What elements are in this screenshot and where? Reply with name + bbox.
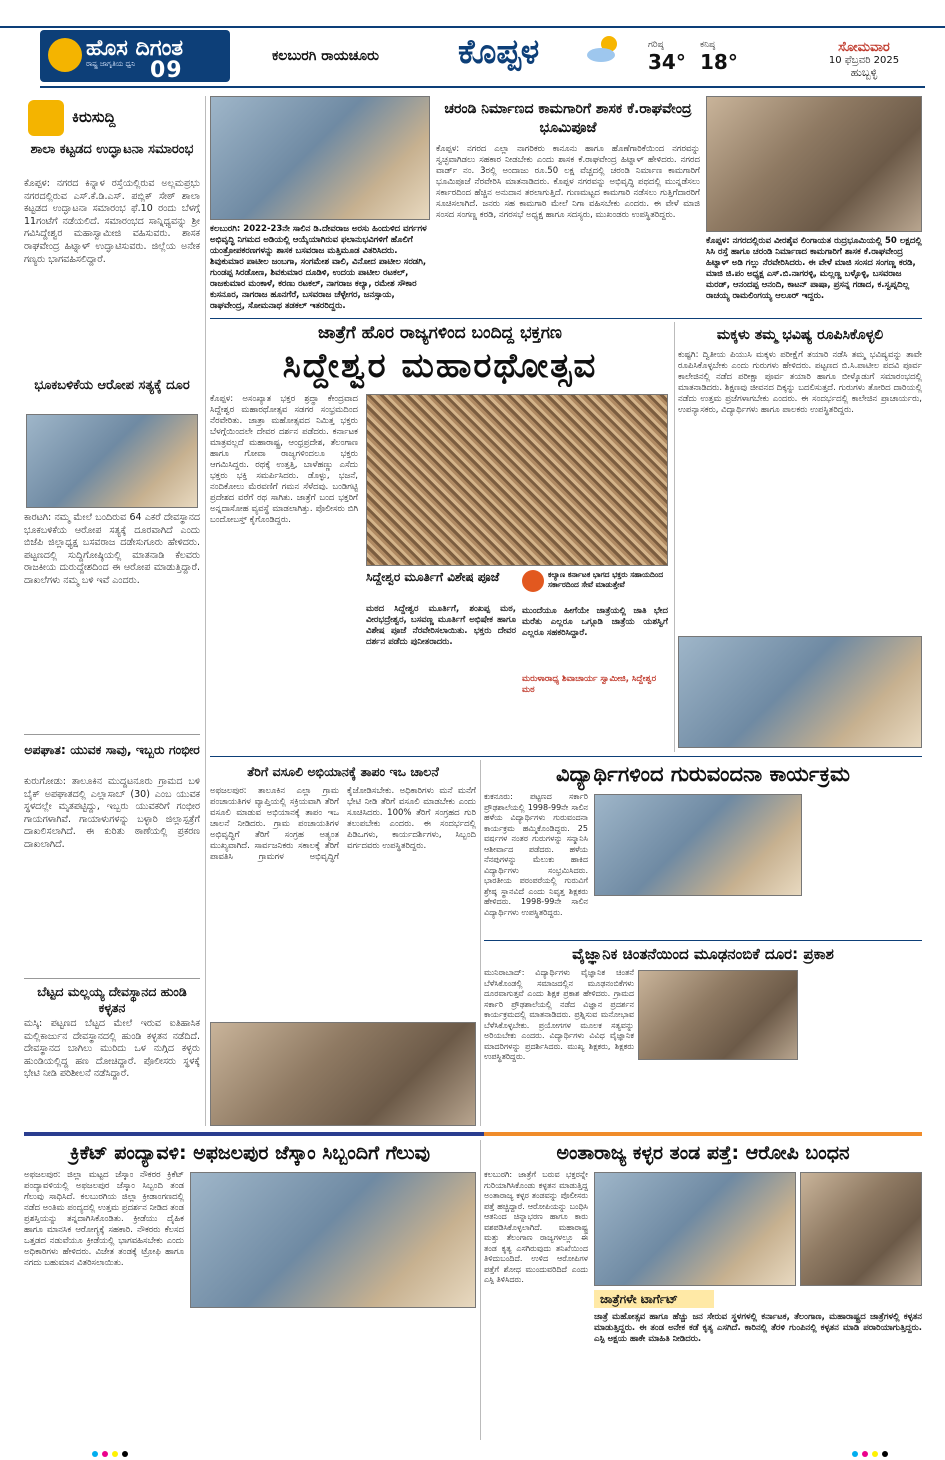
story-body: ಕಲಬುರಗಿ: ಜಾತ್ರೆಗೆ ಬರುವ ಭಕ್ತರನ್ನೇ ಗುರಿಯಾಗಿಸಿಕೊಂಡು ಕಳ್ಳತನ ಮಾಡುತ್ತಿದ್ದ ಅಂತಾರಾಜ್ಯ ಕಳ್ಳರ ತಂಡವನ್ನು ಪೊಲೀಸರು ಪತ್ತೆ ಹಚ್ಚಿದ್ದಾರೆ. ಆರೋಪಿಯನ್ನು ಬಂಧಿಸಿ ಆತನಿಂದ ಚಿನ್ನಾಭರಣ ಹಾಗೂ ಕಾರು ವಶಪಡಿಸಿಕೊಳ್ಳಲಾಗಿದೆ. ಮಹಾರಾಷ್ಟ್ರ ಮತ್ತು ತೆಲಂಗಾಣ ರಾಜ್ಯಗಳಲ್ಲೂ ಈ ತಂಡ ಕೃತ್ಯ ಎಸಗಿರುವುದು ತನಿಖೆಯಿಂದ ತಿಳಿದುಬಂದಿದೆ. ಉಳಿದ ಆರೋಪಿಗಳ ಪತ್ತೆಗೆ ಶೋಧ ಮುಂದುವರಿದಿದೆ ಎಂದು ಎಸ್ಪಿ ತಿಳಿಸಿದರು. [484, 1170, 588, 1284]
story-photo [706, 96, 922, 232]
story-headline: ಸಿದ್ದೇಶ್ವರ ಮಹಾರಥೋತ್ಸವ [282, 346, 598, 386]
logo-emblem-icon [48, 38, 82, 72]
story-kicker: ಜಾತ್ರೆಗೆ ಹೊರ ರಾಜ್ಯಗಳಿಂದ ಬಂದಿದ್ದ ಭಕ್ತಗಣ [318, 323, 562, 343]
target-box-body: ಜಾತ್ರೆ ಮಹೋತ್ಸವ ಹಾಗೂ ಹೆಚ್ಚು ಜನ ಸೇರುವ ಸ್ಥಳಗಳಲ್ಲಿ ಕರ್ನಾಟಕ, ತೆಲಂಗಾಣ, ಮಹಾರಾಷ್ಟ್ರದ ಜಾತ್ರೆಗಳಲ್ಲಿ ಕಳ್ಳತನ ಮಾಡುತ್ತಿದ್ದರು. ಈ ತಂಡ ಅನೇಕ ಕಡೆ ಕೃತ್ಯ ಎಸಗಿದೆ. ಕಾರಿನಲ್ಲಿ ತೆರಳಿ ಗುಂಪಿನಲ್ಲಿ ಕಳ್ಳತನ ಮಾಡಿ ಪರಾರಿಯಾಗುತ್ತಿದ್ದರು. ಎಸ್ಪಿ ಅಕ್ಷಯ ಹಾಕೇ ಮಾಹಿತಿ ನೀಡಿದರು. [594, 1312, 922, 1344]
story-headline: ತೆರಿಗೆ ವಸೂಲಿ ಅಭಿಯಾನಕ್ಕೆ ತಾಪಂ ಇಒ ಚಾಲನೆ [247, 764, 439, 779]
story-headline: ಅಂತಾರಾಜ್ಯ ಕಳ್ಳರ ತಂಡ ಪತ್ತೆ: ಆರೋಪಿ ಬಂಧನ [556, 1142, 850, 1164]
story-body: ಕುಷ್ಟಗಿ: ದ್ವಿತೀಯ ಪಿಯುಸಿ ಮಕ್ಕಳು ಪರೀಕ್ಷೆಗೆ ತಯಾರಿ ನಡೆಸಿ ತಮ್ಮ ಭವಿಷ್ಯವನ್ನು ತಾವೇ ರೂಪಿಸಿಕೊಳ್ಳಬೇಕು ಎಂದು ಗುರುಗಳು ಹೇಳಿದರು. ಪಟ್ಟಣದ ಬಿ.ಸಿ.ಪಾಟೀಲ ಪದವಿ ಪೂರ್ವ ಕಾಲೇಜಿನಲ್ಲಿ ನಡೆದ ಪರೀಕ್ಷಾ ಪೂರ್ವ ತಯಾರಿ ಹಾಗೂ ಬೀಳ್ಕೊಡುಗೆ ಸಮಾರಂಭದಲ್ಲಿ ಮಾತನಾಡಿದರು. ಶಿಕ್ಷಣವು ಜೀವನದ ದಿಕ್ಕನ್ನು ಬದಲಿಸುತ್ತದೆ. ಗುರುಗಳು ತೋರಿದ ದಾರಿಯಲ್ಲಿ ನಡೆದು ಉತ್ತಮ ಪ್ರಜೆಗಳಾಗಬೇಕು ಎಂದರು. ಈ ಸಂದರ್ಭದಲ್ಲಿ ಕಾಲೇಜಿನ ಪ್ರಾಚಾರ್ಯರು, ಉಪನ್ಯಾಸಕರು, ವಿದ್ಯಾರ್ಥಿಗಳು ಹಾಗೂ ಪಾಲಕರು ಉಪಸ್ಥಿತರಿದ್ದರು. [678, 350, 922, 415]
temp-min-label: ಕನಿಷ್ಠ [700, 40, 716, 50]
registration-marks [90, 1444, 150, 1454]
photo-caption: ಕಲಬುರಗಿ: 2022-23ನೇ ಸಾಲಿನ ಡಿ.ದೇವರಾಜ ಅರಸು ಹಿಂದುಳಿದ ವರ್ಗಗಳ ಅಭಿವೃದ್ಧಿ ನಿಗಮದ ಅಡಿಯಲ್ಲಿ ಆಯ್ಕೆಯಾಗಿರುವ ಫಲಾನುಭವಿಗಳಿಗೆ ಹೊಲಿಗೆ ಯಂತ್ರೋಪಕರಣಗಳನ್ನು ಶಾಸಕ ಬಸವರಾಜ ಮತ್ತಿಮೂಡ ವಿತರಿಸಿದರು. ಶಿವುಕುಮಾರ ಪಾಟೀಲ ಜಂಬಗಾ, ಸಂಗಮೇಶ ವಾಲಿ, ವಿನೋದ ಪಾಟೀಲ ಸರಡಗಿ, ಗುಂಡಪ್ಪ ಸಿರಡೋಣ, ಶಿವಕುಮಾರ ದೂಡಿಳಿ, ಉದಯ ಪಾಟೀಲ ರಟಕಲ್, ರಾಜಕುಮಾರ ಮಂಕಾಳೆ, ಕರಣು ರಟಕಲ್, ನಾಗರಾಜ ಕಲ್ಯಾ, ರಮೇಶ ಸೌಕಾರ ಕುಸನೂರ, ನಾಗರಾಜ ಹೂನಗೆರೆ, ಬಸವರಾಜ ಚೆಳ್ಳೇಗರ, ಜನಸ್ಸಾಯ, ರಾಘವೇಂದ್ರ, ಸೋಮನಾಥ ತಡಕಲ್ ಇತರರಿದ್ದರು. [210, 224, 427, 311]
story-vaijnanika [484, 944, 922, 1126]
weekday: ಸೋಮವಾರ [838, 40, 890, 55]
brief-2-title: ಭೂಕಬಳಿಕೆಯ ಆರೋಪ ಸತ್ಯಕ್ಕೆ ದೂರ [34, 378, 190, 393]
masthead [0, 0, 945, 92]
edition-cities: ಕಲಬುರಗಿ ರಾಯಚೂರು [272, 48, 379, 64]
kirusuddi-column [24, 96, 202, 1126]
edition-main-city: ಕೊಪ್ಪಳ [458, 32, 540, 72]
temp-max-label: ಗರಿಷ್ಠ [648, 40, 664, 50]
story-cricket [24, 1140, 476, 1440]
column-rule [674, 322, 675, 752]
divider [24, 978, 200, 979]
story-headline: ಕ್ರಿಕೆಟ್ ಪಂದ್ಯಾವಳಿ: ಅಫಜಲಪುರ ಜೆಸ್ಕಾಂ ಸಿಬ್ಬಂದಿಗೆ ಗೆಲುವು [70, 1142, 430, 1164]
temp-max-value: 34° [648, 50, 686, 74]
story-photo [210, 1022, 476, 1126]
story-bhoomipooje [436, 96, 700, 314]
photo-caption: ಕೊಪ್ಪಳ: ನಗರದಲ್ಲಿರುವ ವೀರಶೈವ ಲಿಂಗಾಯತ ರುದ್ರಭೂಮಿಯಲ್ಲಿ 50 ಲಕ್ಷದಲ್ಲಿ ಸಿಸಿ ರಸ್ತೆ ಹಾಗೂ ಚರಂಡಿ ನಿರ್ಮಾಣದ ಕಾಮಗಾರಿಗೆ ಶಾಸಕ ಕೆ.ರಾಘವೇಂದ್ರ ಹಿಟ್ನಾಳ್ ಅಡಿ ಗಲ್ಲು ನೆರವೇರಿಸಿದರು. ಈ ವೇಳೆ ಮಾಜಿ ಸಂಸದ ಸಂಗಣ್ಣ ಕರಡಿ, ಮಾಜಿ ಜಿ.ಪಂ ಅಧ್ಯಕ್ಷ ಎಸ್.ಬಿ.ನಾಗರಳ್ಳಿ, ಮಲ್ಲಣ್ಣ ಬಳ್ಳೊಳ್ಳಿ, ಬಸವರಾಜ ಮರಡ್, ಆನಂದಪ್ಪ ಆನಂದಿ, ಕಾಟನ್ ಪಾಷಾ, ಪ್ರಸನ್ನ ಗಡಾದ, ಕ.ಸ್ವಪ್ನದಿಲ್ಲ ರಾಚಯ್ಯ ರಾಮಲಿಂಗಯ್ಯ ಆಲೂರ್ ಇದ್ದರು. [706, 236, 922, 301]
pull-quote-box [522, 570, 668, 752]
date-box [804, 40, 924, 80]
story-guruvandana [484, 760, 922, 938]
issue-date: 10 ಫೆಬ್ರವರಿ 2025 [828, 55, 900, 66]
brief-2-body: ಕಾರಟಗಿ: ನಮ್ಮ ಮೇಲೆ ಬಂದಿರುವ 64 ಎಕರೆ ದೇವಸ್ಥಾನದ ಭೂಕಬಳಿಕೆಯ ಆರೋಪ ಸತ್ಯಕ್ಕೆ ದೂರವಾಗಿದೆ ಎಂದು ಬಿಜೆಪಿ ಜಿಲ್ಲಾಧ್ಯಕ್ಷ ಬಸವರಾಜ ದಡೇಸುಗೂರು ಹೇಳಿದರು. ಪಟ್ಟಣದಲ್ಲಿ ಸುದ್ದಿಗೋಷ್ಠಿಯಲ್ಲಿ ಮಾತನಾಡಿ ಕೆಲವರು ರಾಜಕೀಯ ದುರುದ್ದೇಶದಿಂದ ಈ ಆರೋಪ ಮಾಡುತ್ತಿದ್ದಾರೆ. ದಾಖಲೆಗಳು ನಮ್ಮ ಬಳಿ ಇವೆ ಎಂದರು. [24, 512, 200, 586]
quote-attribution: ಮರುಳಾರಾಧ್ಯ ಶಿವಾಚಾರ್ಯ ಸ್ವಾಮೀಜಿ, ಸಿದ್ದೇಶ್ವರ ಮಠ [522, 674, 657, 695]
newspaper-logo [40, 30, 230, 82]
column-rule [480, 1140, 481, 1440]
story-body: ಕೊಪ್ಪಳ: ಅಸಂಖ್ಯಾತ ಭಕ್ತರ ಶ್ರದ್ಧಾ ಕೇಂದ್ರವಾದ ಸಿದ್ದೇಶ್ವರ ಮಹಾರಥೋತ್ಸವ ಸಡಗರ ಸಂಭ್ರಮದಿಂದ ನೆರವೇರಿತು. ಜಾತ್ರಾ ಮಹೋತ್ಸವದ ನಿಮಿತ್ತ ಭಕ್ತರು ಬೆಳಗ್ಗೆಯಿಂದಲೇ ದೇವರ ದರ್ಶನ ಪಡೆದರು. ಕರ್ನಾಟಕ ಮಾತ್ರವಲ್ಲದೆ ಮಹಾರಾಷ್ಟ್ರ, ಆಂಧ್ರಪ್ರದೇಶ, ತೆಲಂಗಾಣ ಹಾಗೂ ಗೋವಾ ರಾಜ್ಯಗಳಿಂದಲೂ ಭಕ್ತರು ಆಗಮಿಸಿದ್ದರು. ರಥಕ್ಕೆ ಉತ್ತತ್ತಿ, ಬಾಳೆಹಣ್ಣು ಎಸೆದು ಭಕ್ತರು ಭಕ್ತಿ ಸಮರ್ಪಿಸಿದರು. ಡೊಳ್ಳು, ಭಜನೆ, ನಂದಿಕೋಲು ಮೆರವಣಿಗೆ ಗಮನ ಸೆಳೆದವು. ಬಂಡಿಗಟ್ಟಿ ಪ್ರದೇಶದ ವರೆಗೆ ರಥ ಸಾಗಿತು. ಜಾತ್ರೆಗೆ ಬಂದ ಭಕ್ತರಿಗೆ ಅನ್ನದಾಸೋಹ ವ್ಯವಸ್ಥೆ ಮಾಡಲಾಗಿತ್ತು. ಪೊಲೀಸರು ಬಿಗಿ ಬಂದೋಬಸ್ತ್ ಕೈಗೊಂಡಿದ್ದರು. [210, 394, 358, 525]
column-rule [205, 96, 206, 1126]
logo-tagline: ರಾಷ್ಟ್ರ ಜಾಗೃತಿಯ ಧ್ವನಿ [86, 60, 136, 68]
puja-caption-body: ಮಠದ ಸಿದ್ದೇಶ್ವರ ಮೂರ್ತಿಗೆ, ಶಂಖಪ್ಪ ಮಠ, ವೀರಭದ್ರೇಶ್ವರ, ಬಸವಣ್ಣ ಮೂರ್ತಿಗೆ ಅಭಿಷೇಕ ಹಾಗೂ ವಿಶೇಷ ಪೂಜೆ ನೆರವೇರಿಸಲಾಯಿತು. ಭಕ್ತರು ದೇವರ ದರ್ಶನ ಪಡೆದು ಪುನೀತರಾದರು. [366, 604, 516, 647]
logo-text: ಹೊಸ ದಿಗಂತ [86, 36, 184, 61]
temp-min [700, 40, 738, 74]
registration-marks [850, 1444, 910, 1454]
story-headline: ವೈಜ್ಞಾನಿಕ ಚಿಂತನೆಯಿಂದ ಮೂಢನಂಬಿಕೆ ದೂರ: ಪ್ರಕಾಶ [572, 945, 834, 963]
story-headline: ವಿದ್ಯಾರ್ಥಿಗಳಿಂದ ಗುರುವಂದನಾ ಕಾರ್ಯಕ್ರಮ [556, 762, 850, 786]
column-rule [480, 760, 481, 1126]
story-rathotsava [210, 322, 670, 752]
story-photo [210, 96, 430, 220]
kirusuddi-header [28, 100, 188, 136]
brief-1-body: ಕೊಪ್ಪಳ: ನಗರದ ಕಿನ್ನಾಳ ರಸ್ತೆಯಲ್ಲಿರುವ ಅಲ್ಲಮಪ್ರಭು ನಗರದಲ್ಲಿರುವ ಎಸ್.ಕೆ.ಡಿ.ಎಸ್. ಪಬ್ಲಿಕ್ ಸೇಠ್ ಶಾಲಾ ಕಟ್ಟಡದ ಉದ್ಘಾಟನಾ ಸಮಾರಂಭ ಫೆ.10 ರಂದು ಬೆಳಗ್ಗೆ 11ಗಂಟೆಗೆ ನಡೆಯಲಿದೆ. ಸಮಾರಂಭದ ಸಾನ್ನಿಧ್ಯವನ್ನು ಶ್ರೀ ಗವಿಸಿದ್ದೇಶ್ವರ ಮಹಾಸ್ವಾಮೀಜಿ ವಹಿಸುವರು. ಶಾಸಕ ರಾಘವೇಂದ್ರ ಹಿಟ್ನಾಳ್ ಉದ್ಘಾಟಿಸುವರು. ಜಿಲ್ಲೆಯ ಅನೇಕ ಗಣ್ಯರು ಭಾಗವಹಿಸಲಿದ್ದಾರೆ. [24, 178, 200, 265]
hand-point-icon [28, 100, 64, 136]
edition-bar [240, 32, 710, 72]
section-band-left [24, 1132, 484, 1136]
brief-3-title: ಅಪಘಾತ: ಯುವಕ ಸಾವು, ಇಬ್ಬರು ಗಂಭೀರ [24, 742, 200, 757]
brief-3-body: ಕುರುಗೋಡು: ತಾಲೂಕಿನ ಮುದ್ದಟನೂರು ಗ್ರಾಮದ ಬಳಿ ಬೈಕ್ ಅಪಘಾತದಲ್ಲಿ ಎಲ್ಲಾಸಾಬ್ (30) ಎಂಬ ಯುವಕ ಸ್ಥಳದಲ್ಲೇ ಮೃತಪಟ್ಟಿದ್ದು, ಇಬ್ಬರು ಯುವಕರಿಗೆ ಗಂಭೀರ ಗಾಯಗಳಾಗಿವೆ. ಗಾಯಾಳುಗಳನ್ನು ಬಳ್ಳಾರಿ ಜಿಲ್ಲಾಸ್ಪತ್ರೆಗೆ ದಾಖಲಿಸಲಾಗಿದೆ. ಈ ಕುರಿತು ಠಾಣೆಯಲ್ಲಿ ಪ್ರಕರಣ ದಾಖಲಾಗಿದೆ. [24, 776, 200, 850]
cmyk-dots-icon [850, 1449, 910, 1459]
masthead-rule [0, 26, 945, 28]
chariot-photo [366, 394, 668, 566]
header-bottom-rule [40, 86, 925, 88]
cmyk-dots-icon [90, 1449, 150, 1459]
brief-4-title: ಬೆಟ್ಟದ ಮಲ್ಲಯ್ಯ ದೇವಸ್ಥಾನದ ಹುಂಡಿ ಕಳ್ಳತನ [37, 984, 187, 1015]
issue-city: ಹುಬ್ಬಳ್ಳಿ [850, 66, 878, 79]
quote-head: ಕಲ್ಯಾಣ ಕರ್ನಾಟಕ ಭಾಗದ ಭಕ್ತರು ಸಹಾಯದಿಂದ ಸರ್ಕಾರದಿಂದ ಸೇವೆ ಮಾಡುತ್ತೇವೆ [548, 570, 664, 589]
page-number: 09 [150, 58, 183, 83]
brief-1-title: ಶಾಲಾ ಕಟ್ಟಡದ ಉದ್ಘಾಟನಾ ಸಮಾರಂಭ [30, 142, 194, 157]
car-photo [800, 1172, 922, 1286]
section-rule [484, 940, 922, 941]
story-makkalu [678, 322, 922, 752]
police-photo [594, 1172, 796, 1286]
quote-text: ಮುಂದೆಯೂ ಹೀಗೆಯೇ ಜಾತ್ರೆಯಲ್ಲಿ ಜಾತಿ ಭೇದ ಮರೆತು ಎಲ್ಲರೂ ಒಗ್ಗೂಡಿ ಜಾತ್ರೆಯ ಯಶಸ್ವಿಗೆ ಎಲ್ಲರೂ ಸಹಕರಿಸಿದ್ದಾರೆ. [522, 606, 668, 638]
quote-mark-icon [522, 570, 544, 592]
section-band-right [484, 1132, 922, 1136]
story-sewing-machines [210, 96, 432, 316]
divider [24, 734, 200, 735]
story-body: ಕುಕನೂರು: ಪಟ್ಟಣದ ಸರ್ಕಾರಿ ಪ್ರೌಢಶಾಲೆಯಲ್ಲಿ 1998-99ನೇ ಸಾಲಿನ ಹಳೆಯ ವಿದ್ಯಾರ್ಥಿಗಳು ಗುರುವಂದನಾ ಕಾರ್ಯಕ್ರಮ ಹಮ್ಮಿಕೊಂಡಿದ್ದರು. 25 ವರ್ಷಗಳ ನಂತರ ಗುರುಗಳನ್ನು ಸನ್ಮಾನಿಸಿ ಆಶೀರ್ವಾದ ಪಡೆದರು. ಹಳೆಯ ನೆನಪುಗಳನ್ನು ಮೆಲುಕು ಹಾಕಿದ ವಿದ್ಯಾರ್ಥಿಗಳು ಸಂಭ್ರಮಿಸಿದರು. ಭಾರತೀಯ ಪರಂಪರೆಯಲ್ಲಿ ಗುರುವಿಗೆ ಶ್ರೇಷ್ಠ ಸ್ಥಾನವಿದೆ ಎಂದು ನಿವೃತ್ತ ಶಿಕ್ಷಕರು ಹೇಳಿದರು. 1998-99ನೇ ಸಾಲಿನ ವಿದ್ಯಾರ್ಥಿಗಳು ಉಪಸ್ಥಿತರಿದ್ದರು. [484, 792, 588, 917]
story-body: ಕೊಪ್ಪಳ: ನಗರದ ಎಲ್ಲಾ ನಾಗರಿಕರು ಕಾನೂನು ಹಾಗೂ ಹೊಣೆಗಾರಿಕೆಯಿಂದ ನಗರವನ್ನು ಸ್ವಚ್ಛವಾಗಿಡಲು ಸಹಕಾರ ನೀಡಬೇಕು ಎಂದು ಶಾಸಕ ಕೆ.ರಾಘವೇಂದ್ರ ಹಿಟ್ನಾಳ್ ಹೇಳಿದರು. ನಗರದ ವಾರ್ಡ್ ನಂ. 3ರಲ್ಲಿ ಅಂದಾಜು ರೂ.50 ಲಕ್ಷ ವೆಚ್ಚದಲ್ಲಿ ಚರಂಡಿ ನಿರ್ಮಾಣ ಕಾಮಗಾರಿಗೆ ಭೂಮಿಪೂಜೆ ನೆರವೇರಿಸಿ ಮಾತನಾಡಿದರು. ಕೊಪ್ಪಳ ನಗರವನ್ನು ಅಭಿವೃದ್ಧಿ ಪಥದಲ್ಲಿ ಮುನ್ನಡೆಸಲು ಸರ್ಕಾರದಿಂದ ಹೆಚ್ಚಿನ ಅನುದಾನ ತರಲಾಗುತ್ತಿದೆ. ಗುಣಮಟ್ಟದ ಕಾಮಗಾರಿ ನಡೆಸಲು ಗುತ್ತಿಗೆದಾರರಿಗೆ ಸೂಚಿಸಲಾಗಿದೆ. ಜನರು ಸಹ ಕಾಮಗಾರಿ ಮೇಲೆ ನಿಗಾ ವಹಿಸಬೇಕು ಎಂದರು. ಈ ವೇಳೆ ಮಾಜಿ ಸಂಸದ ಸಂಗಣ್ಣ ಕರಡಿ, ನಗರಸಭೆ ಅಧ್ಯಕ್ಷ ಹಾಗೂ ಸದಸ್ಯರು, ಮುಖಂಡರು ಉಪಸ್ಥಿತರಿದ್ದರು. [436, 144, 700, 220]
puja-caption-head: ಸಿದ್ದೇಶ್ವರ ಮೂರ್ತಿಗೆ ವಿಶೇಷ ಪೂಜೆ [366, 570, 500, 584]
story-body: ಅಫಜಲಪುರ: ತಾಲೂಕಿನ ಎಲ್ಲಾ ಗ್ರಾಮ ಪಂಚಾಯತಿಗಳ ವ್ಯಾಪ್ತಿಯಲ್ಲಿ ಸಕ್ರಿಯವಾಗಿ ತೆರಿಗೆ ವಸೂಲಿ ಮಾಡುವ ಅಭಿಯಾನಕ್ಕೆ ತಾಪಂ ಇಒ ಚಾಲನೆ ನೀಡಿದರು. ಗ್ರಾಮ ಪಂಚಾಯತಿಗಳ ಅಭಿವೃದ್ಧಿಗೆ ತೆರಿಗೆ ಸಂಗ್ರಹ ಅತ್ಯಂತ ಮುಖ್ಯವಾಗಿದೆ. ಸಾರ್ವಜನಿಕರು ಸಕಾಲಕ್ಕೆ ತೆರಿಗೆ ಪಾವತಿಸಿ ಗ್ರಾಮಗಳ ಅಭಿವೃದ್ಧಿಗೆ ಕೈಜೋಡಿಸಬೇಕು. ಅಧಿಕಾರಿಗಳು ಮನೆ ಮನೆಗೆ ಭೇಟಿ ನೀಡಿ ತೆರಿಗೆ ವಸೂಲಿ ಮಾಡಬೇಕು ಎಂದು ಸೂಚಿಸಿದರು. 100% ತೆರಿಗೆ ಸಂಗ್ರಹದ ಗುರಿ ತಲುಪಬೇಕು ಎಂದರು. ಈ ಸಂದರ್ಭದಲ್ಲಿ ಪಿಡಿಒಗಳು, ಕಾರ್ಯದರ್ಶಿಗಳು, ಸಿಬ್ಬಂದಿ ವರ್ಗದವರು ಉಪಸ್ಥಿತರಿದ್ದರು. [210, 786, 476, 862]
brief-4-body: ಮಸ್ಕಿ: ಪಟ್ಟಣದ ಬೆಟ್ಟದ ಮೇಲೆ ಇರುವ ಐತಿಹಾಸಿಕ ಮಲ್ಲಿಕಾರ್ಜುನ ದೇವಸ್ಥಾನದಲ್ಲಿ ಹುಂಡಿ ಕಳ್ಳತನ ನಡೆದಿದೆ. ದೇವಸ್ಥಾನದ ಬಾಗಿಲು ಮುರಿದು ಒಳ ನುಗ್ಗಿದ ಕಳ್ಳರು ಹುಂಡಿಯಲ್ಲಿದ್ದ ಹಣ ದೋಚಿದ್ದಾರೆ. ಪೊಲೀಸರು ಸ್ಥಳಕ್ಕೆ ಭೇಟಿ ನೀಡಿ ಪರಿಶೀಲನೆ ನಡೆಸಿದ್ದಾರೆ. [24, 1018, 200, 1080]
story-photo [678, 636, 922, 748]
brief-2-photo [26, 414, 198, 508]
story-antarajya [484, 1140, 922, 1440]
story-headline: ಮಕ್ಕಳು ತಮ್ಮ ಭವಿಷ್ಯ ರೂಪಿಸಿಕೊಳ್ಳಲಿ [716, 327, 884, 343]
temp-max [648, 40, 686, 74]
kirusuddi-label: ಕಿರುಸುದ್ದಿ [72, 108, 116, 126]
story-terige [210, 760, 476, 1126]
section-rule [210, 756, 922, 757]
story-photo [594, 794, 802, 896]
story-body: ಅಫಜಲಪುರ: ಜಿಲ್ಲಾ ಮಟ್ಟದ ಜೆಸ್ಕಾಂ ನೌಕರರ ಕ್ರಿಕೆಟ್ ಪಂದ್ಯಾವಳಿಯಲ್ಲಿ ಅಫಜಲಪುರ ಜೆಸ್ಕಾಂ ಸಿಬ್ಬಂದಿ ತಂಡ ಗೆಲುವು ಸಾಧಿಸಿದೆ. ಕಲಬುರಗಿಯ ಜಿಲ್ಲಾ ಕ್ರೀಡಾಂಗಣದಲ್ಲಿ ನಡೆದ ಅಂತಿಮ ಪಂದ್ಯದಲ್ಲಿ ಉತ್ತಮ ಪ್ರದರ್ಶನ ನೀಡಿದ ತಂಡ ಪ್ರಶಸ್ತಿಯನ್ನು ತನ್ನದಾಗಿಸಿಕೊಂಡಿತು. ಕ್ರೀಡೆಯು ದೈಹಿಕ ಹಾಗೂ ಮಾನಸಿಕ ಆರೋಗ್ಯಕ್ಕೆ ಸಹಕಾರಿ. ನೌಕರರು ಕೆಲಸದ ಒತ್ತಡದ ನಡುವೆಯೂ ಕ್ರೀಡೆಯಲ್ಲಿ ಭಾಗವಹಿಸಬೇಕು ಎಂದು ಅಧಿಕಾರಿಗಳು ಹೇಳಿದರು. ವಿಜೇತ ತಂಡಕ್ಕೆ ಟ್ರೋಫಿ ಹಾಗೂ ನಗದು ಬಹುಮಾನ ವಿತರಿಸಲಾಯಿತು. [24, 1170, 184, 1268]
story-photo [638, 970, 798, 1060]
target-box [594, 1290, 922, 1390]
story-headline: ಚರಂಡಿ ನಿರ್ಮಾಣದ ಕಾಮಗಾರಿಗೆ ಶಾಸಕ ಕೆ.ರಾಘವೇಂದ್ರ ಭೂಮಿಪೂಜೆ [444, 101, 692, 136]
target-box-head: ಜಾತ್ರೆಗಳೇ ಟಾರ್ಗೆಟ್ [600, 1292, 678, 1306]
team-photo [190, 1172, 476, 1308]
story-bhoomipooje-photo-block [706, 96, 922, 316]
partly-cloudy-icon [585, 34, 625, 64]
temp-min-value: 18° [700, 50, 738, 74]
section-rule [210, 318, 922, 319]
story-body: ಮುನಿರಾಬಾದ್: ವಿದ್ಯಾರ್ಥಿಗಳು ವೈಜ್ಞಾನಿಕ ಚಿಂತನೆ ಬೆಳೆಸಿಕೊಂಡಲ್ಲಿ ಸಮಾಜದಲ್ಲಿನ ಮೂಢನಂಬಿಕೆಗಳು ದೂರವಾಗುತ್ತವೆ ಎಂದು ಶಿಕ್ಷಕ ಪ್ರಕಾಶ ಹೇಳಿದರು. ಗ್ರಾಮದ ಸರ್ಕಾರಿ ಪ್ರೌಢಶಾಲೆಯಲ್ಲಿ ನಡೆದ ವಿಜ್ಞಾನ ಪ್ರದರ್ಶನ ಕಾರ್ಯಕ್ರಮದಲ್ಲಿ ಮಾತನಾಡಿದರು. ಪ್ರಶ್ನಿಸುವ ಮನೋಭಾವ ಬೆಳೆಸಿಕೊಳ್ಳಬೇಕು. ಪ್ರಯೋಗಗಳ ಮೂಲಕ ಸತ್ಯವನ್ನು ಅರಿಯಬೇಕು ಎಂದರು. ವಿದ್ಯಾರ್ಥಿಗಳು ವಿವಿಧ ವೈಜ್ಞಾನಿಕ ಮಾದರಿಗಳನ್ನು ಪ್ರದರ್ಶಿಸಿದರು. ಮುಖ್ಯ ಶಿಕ್ಷಕರು, ಶಿಕ್ಷಕರು ಉಪಸ್ಥಿತರಿದ್ದರು. [484, 968, 634, 1061]
idol-puja-box [366, 570, 516, 752]
